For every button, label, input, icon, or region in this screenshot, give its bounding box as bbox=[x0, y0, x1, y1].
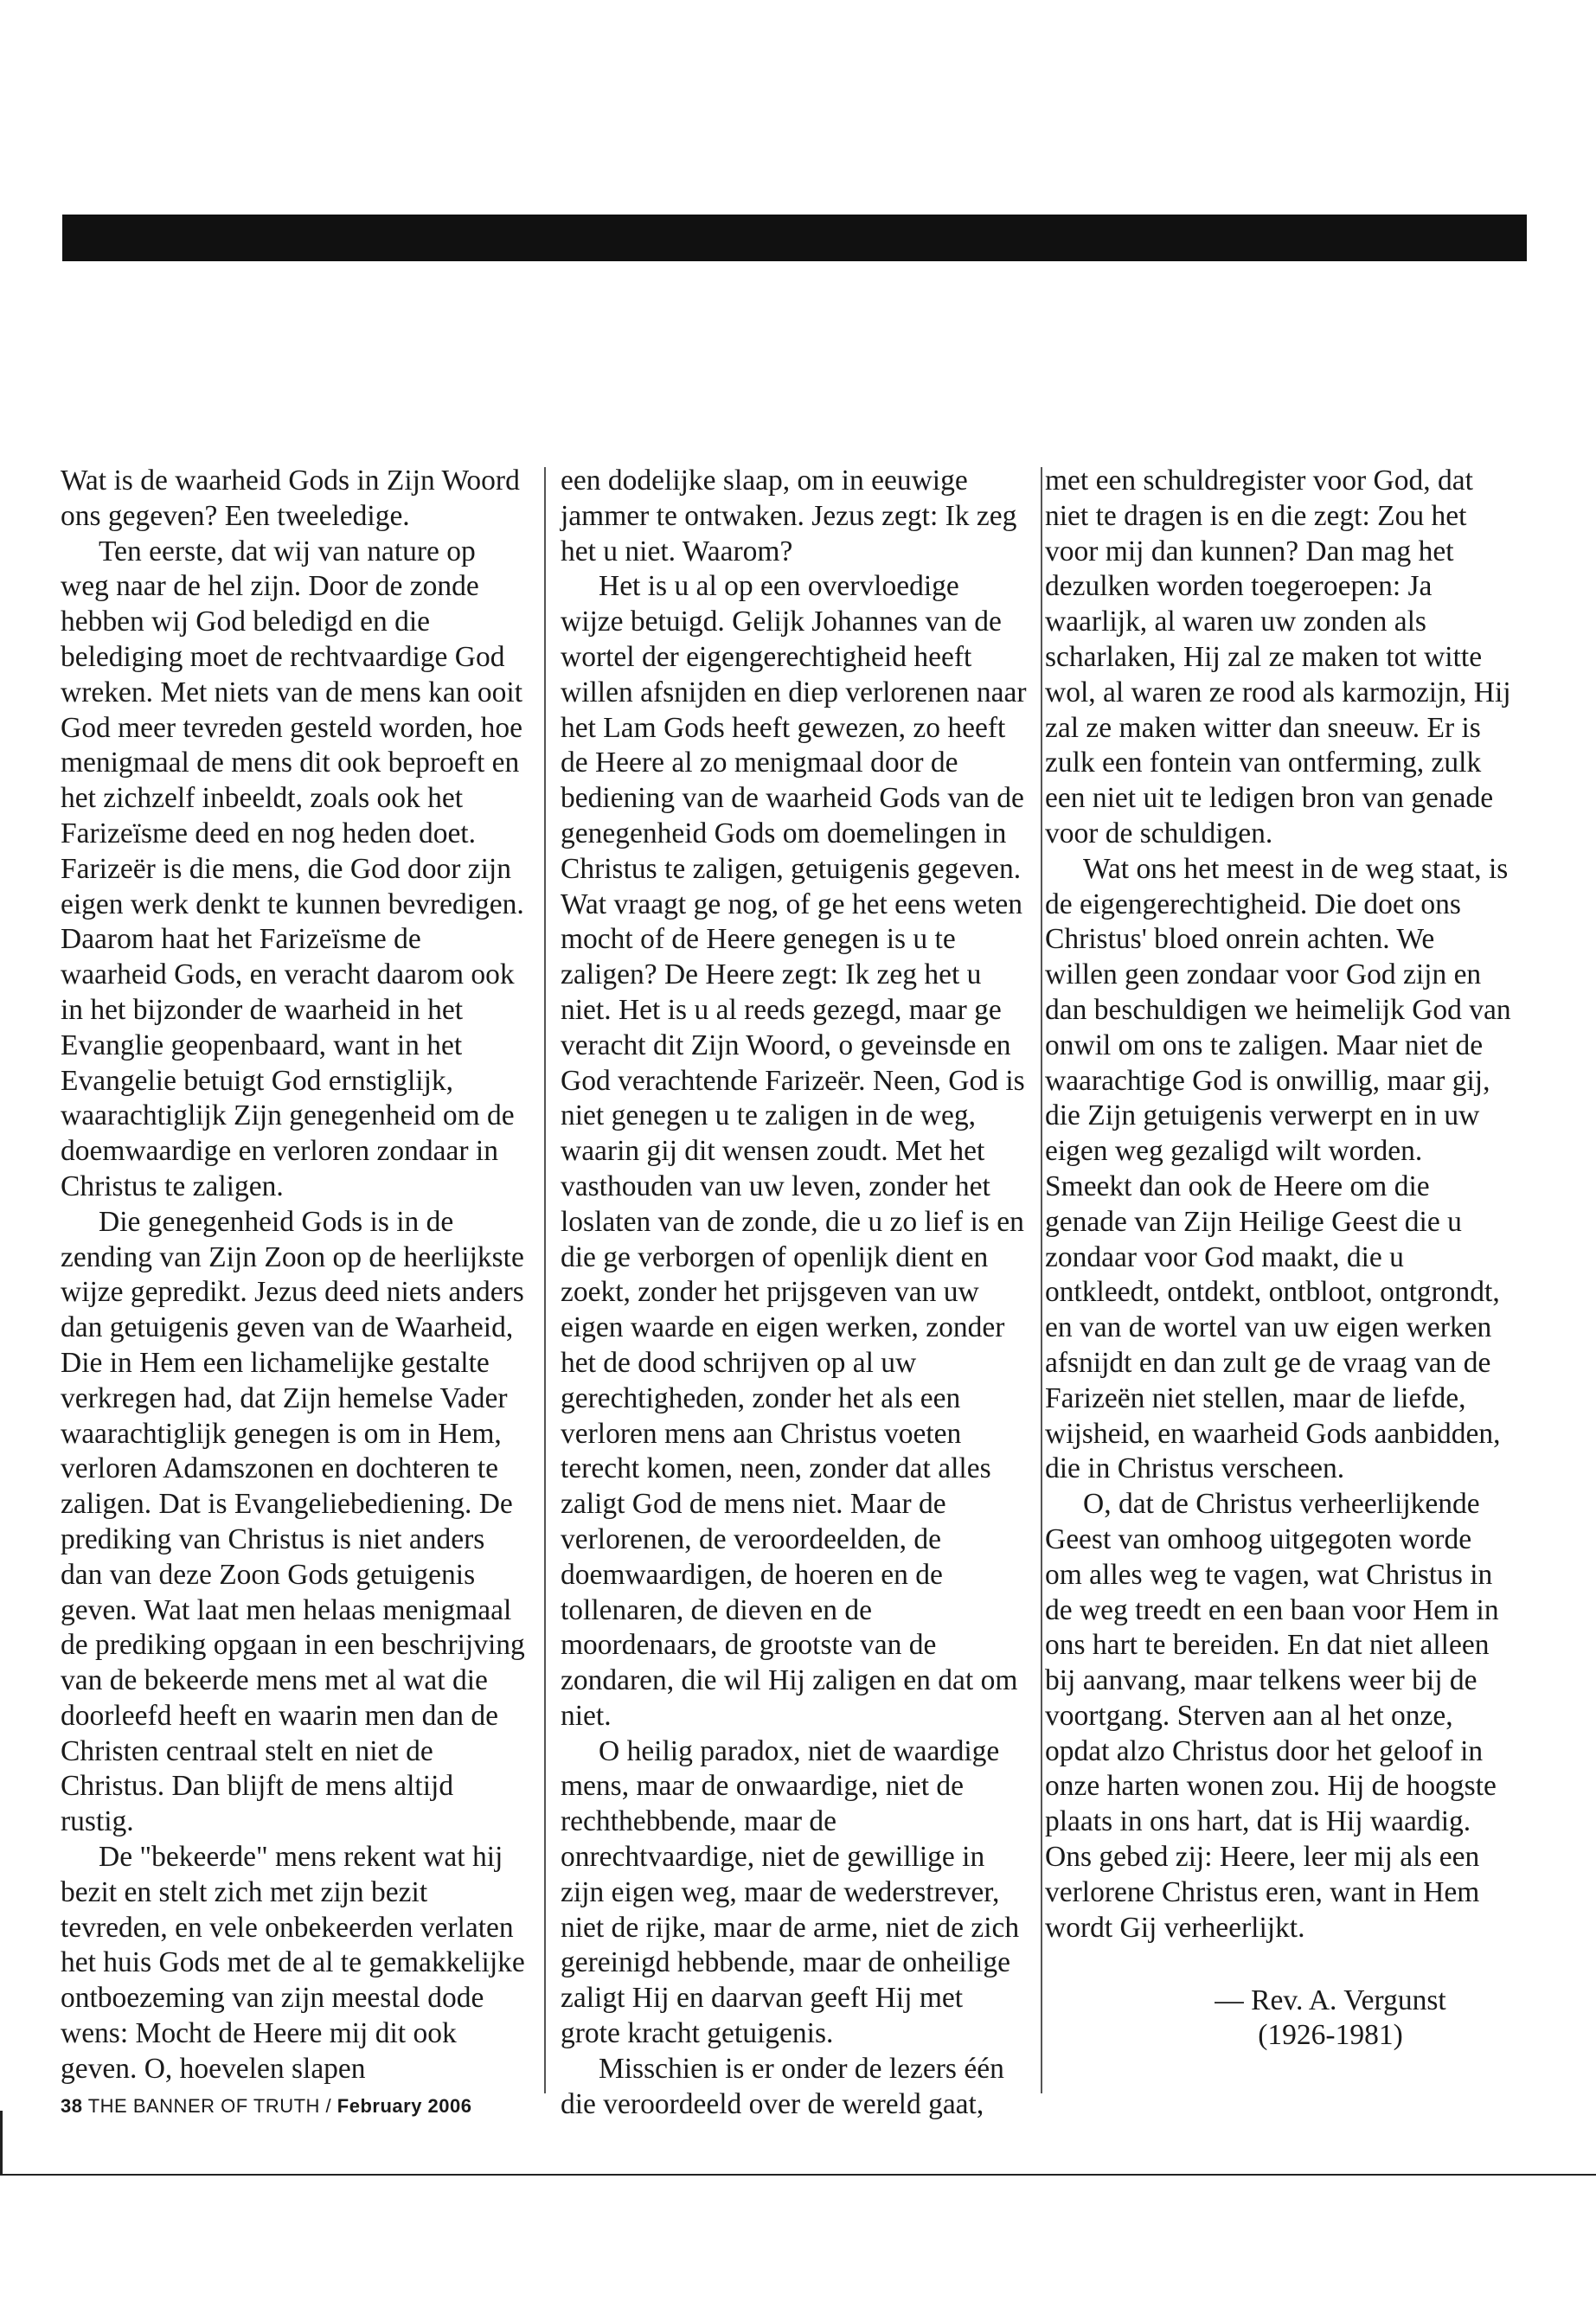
author-name: — Rev. A. Vergunst bbox=[1215, 1984, 1446, 2017]
paragraph: Die genegenheid Gods is in de zending van Zijn Zoon op de heerlijkste wijze gepredikt. Jezus deed niets anders dan getuigenis geven van de Waarheid, Die in Hem een lichamelijke gestalte verkregen had, dat Zijn hemelse Vader waarachtiglijk genegen is om in Hem, verloren Adamszonen en dochteren te zaligen. Dat is Evangeliebediening. De prediking van Christus is niet anders dan van deze Zoon Gods getuigenis geven. Wat laat men helaas menigmaal de prediking opgaan in een beschrijving van de bekeerde mens met al wat die doorleefd heeft en waarin men dan de Christen centraal stelt en niet de Christus. Dan blijft de mens altijd rustig. bbox=[61, 1205, 525, 1838]
page-footer bbox=[61, 2095, 472, 2118]
paragraph: O, dat de Christus verheerlijkende Geest van omhoog uitgegoten worde om alles weg te vagen, wat Christus in de weg treedt en een baan voor Hem in ons hart te bereiden. En dat niet alleen bij aanvang, maar telkens weer bij de voortgang. Sterven aan al het onze, opdat alzo Christus door het geloof in onze harten wonen zou. Hij de hoogste plaats in ons hart, dat is Hij waardig. Ons gebed zij: Heere, leer mij als een verlorene Christus eren, want in Hem wordt Gij verheerlijkt. bbox=[1045, 1488, 1499, 1944]
author-years: (1926-1981) bbox=[1258, 2019, 1403, 2052]
header-black-bar bbox=[62, 215, 1527, 261]
paragraph: een dodelijke slaap, om in eeuwige jammer te ontwaken. Jezus zegt: Ik zeg het u niet. Waarom? bbox=[561, 465, 1017, 567]
publication-name: THE BANNER OF TRUTH bbox=[87, 2095, 320, 2117]
footer-separator: / bbox=[325, 2095, 332, 2117]
paragraph: Ten eerste, dat wij van nature op weg naar de hel zijn. Door de zonde hebben wij God beledigd en die belediging moet de rechtvaardige God wreken. Met niets van de mens kan ooit God meer tevreden gesteld worden, hoe menigmaal de mens dit ook beproeft en het zichzelf inbeeldt, zoals ook het Farizeïsme deed en nog heden doet. Farizeër is die mens, die God door zijn eigen werk denkt te kunnen bevredigen. Daarom haat het Farizeïsme de waarheid Gods, en veracht daarom ook in het bijzonder de waarheid in het Evanglie geopenbaard, want in het Evangelie betuigt God ernstiglijk, waarachtiglijk Zijn genegenheid om de doemwaardige en verloren zondaar in Christus te zaligen. bbox=[61, 535, 524, 1202]
article-column-2 bbox=[561, 464, 1028, 2120]
article-column-3 bbox=[1045, 464, 1512, 2099]
author-signature bbox=[1045, 1984, 1512, 2053]
paragraph: Het is u al op een overvloedige wijze betuigd. Gelijk Johannes van de wortel der eigengerechtigheid heeft willen afsnijden en diep verlorenen naar het Lam Gods heeft gewezen, zo heeft de Heere al zo menigmaal door de bediening van de waarheid Gods van de genegenheid Gods om doemelingen in Christus te zaligen, getuigenis gegeven. Wat vraagt ge nog, of ge het eens weten mocht of de Heere genegen is u te zaligen? De Heere zegt: Ik zeg het u niet. Het is u al reeds gezegd, maar ge veracht dit Zijn Woord, o geveinsde en God verachtende Farizeër. Neen, God is niet genegen u te zaligen in de weg, waarin gij dit wensen zoudt. Met het vasthouden van uw leven, zonder het loslaten van de zonde, die u zo lief is en die ge verborgen of openlijk dient en zoekt, zonder het prijsgeven van uw eigen waarde en eigen werken, zonder het de dood schrijven op al uw gerechtigheden, zonder het als een verloren mens aan Christus voeten terecht komen, neen, zonder dat alles zaligt God de mens niet. Maar de verlorenen, de veroordeelden, de doemwaardigen, de hoeren en de tollenaren, de dieven en de moordenaars, de grootste van de zondaren, die wil Hij zaligen en dat om niet. bbox=[561, 570, 1027, 1732]
paragraph: O heilig paradox, niet de waardige mens, maar de onwaardige, niet de rechthebbende, maar de onrechtvaardige, niet de gewillige in zijn eigen weg, maar de wederstrever, niet de rijke, maar de arme, niet de zich gereinigd hebbende, maar de onheilige zaligt Hij en daarvan geeft Hij met grote kracht getuigenis. bbox=[561, 1734, 1020, 2050]
article-column-1 bbox=[61, 464, 528, 2099]
paragraph: Wat is de waarheid Gods in Zijn Woord ons gegeven? Een tweeledige. bbox=[61, 465, 520, 532]
issue-date: February 2006 bbox=[337, 2095, 472, 2117]
page-number: 38 bbox=[61, 2095, 83, 2117]
paragraph: De "bekeerde" mens rekent wat hij bezit en stelt zich met zijn bezit tevreden, en vele onbekeerden verlaten het huis Gods met de al te gemakkelijke ontboezeming van zijn meestal dode wens: Mocht de Heere mij dit ook geven. O, hoevelen slapen bbox=[61, 1841, 525, 2085]
left-edge-mark bbox=[0, 2111, 3, 2176]
paragraph: Misschien is er onder de lezers één die veroordeeld over de wereld gaat, bbox=[561, 2052, 1004, 2120]
bottom-rule bbox=[0, 2174, 1596, 2176]
paragraph: Wat ons het meest in de weg staat, is de eigengerechtigheid. Die doet ons Christus' bloed onrein achten. We willen geen zondaar voor God zijn en dan beschuldigen we heimelijk God van onwil om ons te zaligen. Maar niet de waarachtige God is onwillig, maar gij, die Zijn getuigenis verwerpt en in uw eigen weg gezaligd wilt worden. Smeekt dan ook de Heere om die genade van Zijn Heilige Geest die u zondaar voor God maakt, die u ontkleedt, ontdekt, ontbloot, ontgrondt, en van de wortel van uw eigen werken afsnijdt en dan zult ge de vraag van de Farizeën niet stellen, maar de liefde, wijsheid, en waarheid Gods aanbidden, die in Christus verscheen. bbox=[1045, 852, 1511, 1485]
paragraph: met een schuldregister voor God, dat niet te dragen is en die zegt: Zou het voor mij dan kunnen? Dan mag het dezulken worden toegeroepen: Ja waarlijk, al waren uw zonden als scharlaken, Hij zal ze maken tot witte wol, al waren ze rood als karmozijn, Hij zal ze maken witter dan sneeuw. Er is zulk een fontein van ontferming, zulk een niet uit te ledigen bron van genade voor de schuldigen. bbox=[1045, 465, 1511, 849]
